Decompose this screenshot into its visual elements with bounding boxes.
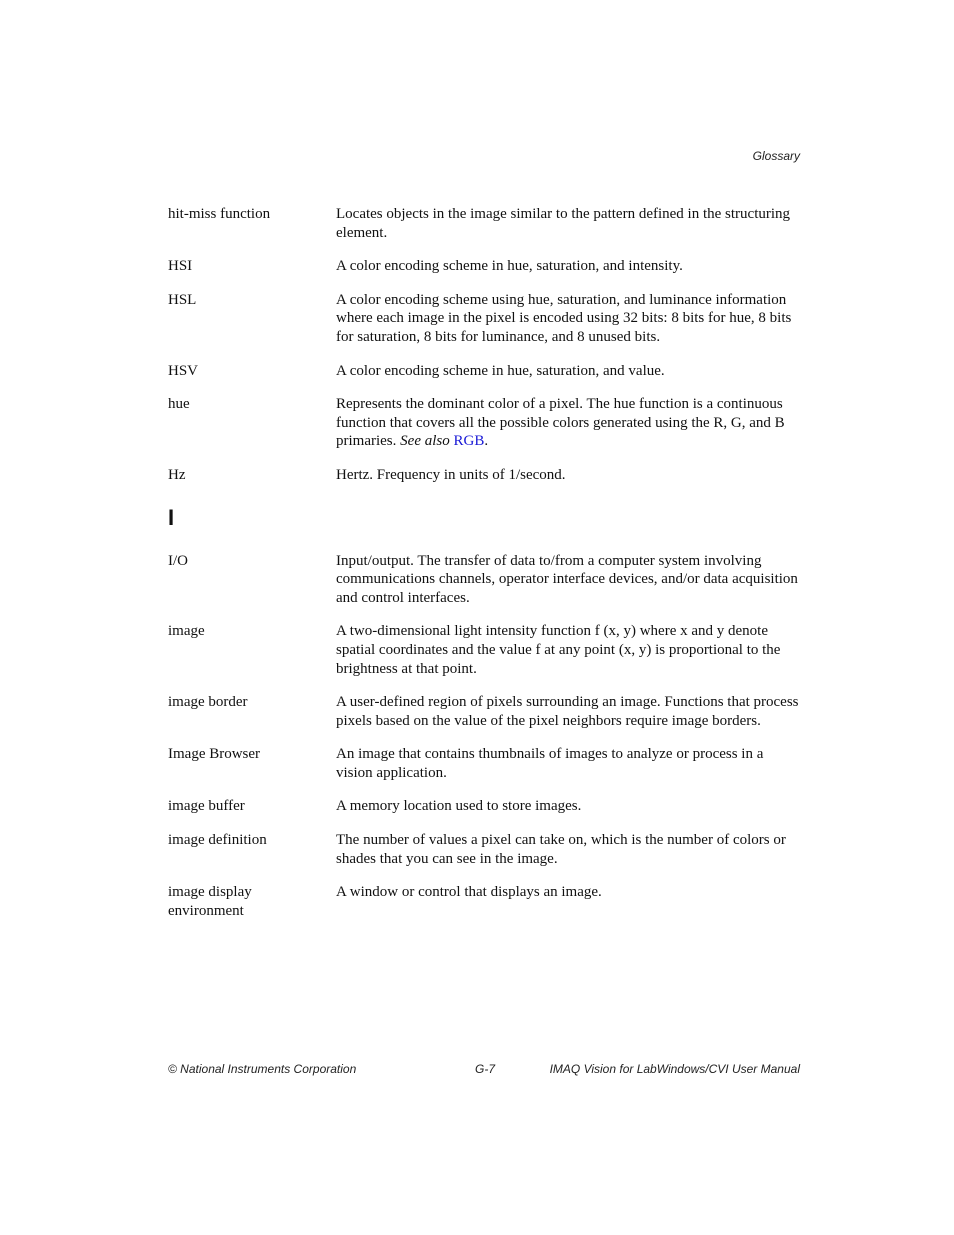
footer-manual-title: IMAQ Vision for LabWindows/CVI User Manual xyxy=(549,1062,800,1076)
glossary-term: image xyxy=(168,623,205,640)
glossary-entry xyxy=(168,362,800,381)
letter-heading: I xyxy=(168,504,175,530)
glossary-term: hue xyxy=(168,396,190,413)
glossary-term: image buffer xyxy=(168,798,245,815)
footer-page-number: G-7 xyxy=(475,1062,496,1076)
glossary-entry xyxy=(168,466,800,485)
glossary-definition: Hertz. Frequency in units of 1/second. xyxy=(336,466,566,483)
glossary-entry xyxy=(168,205,800,242)
glossary-term: HSI xyxy=(168,258,193,275)
glossary-entry xyxy=(168,745,800,782)
glossary-term: HSL xyxy=(168,291,197,308)
glossary-definition xyxy=(336,395,800,451)
glossary-definition: The number of values a pixel can take on, which is the number of colors or shades that you can see in the image. xyxy=(336,832,786,867)
glossary-term: I/O xyxy=(168,552,188,569)
see-also-label: See also xyxy=(400,433,450,450)
glossary-entries xyxy=(168,205,800,935)
glossary-definition: Input/output. The transfer of data to/from a computer system involving communications channels, operator interface devices, and/or data acquisition and control interfaces. xyxy=(336,552,798,606)
glossary-term: image border xyxy=(168,694,248,711)
glossary-term: HSV xyxy=(168,362,199,379)
page-footer xyxy=(168,1062,800,1078)
glossary-entry xyxy=(168,831,800,868)
glossary-definition: A color encoding scheme using hue, saturation, and luminance information where each image in the pixel is encoded using 32 bits: 8 bits for hue, 8 bits for saturation, 8 bits for luminance, and 8 unused bits. xyxy=(336,291,792,345)
glossary-entry xyxy=(168,552,800,608)
glossary-definition: A color encoding scheme in hue, saturation, and intensity. xyxy=(336,258,683,275)
glossary-term: Image Browser xyxy=(168,746,261,763)
glossary-entry xyxy=(168,693,800,730)
glossary-entry xyxy=(168,883,800,920)
glossary-term: Hz xyxy=(168,466,186,483)
glossary-entry xyxy=(168,257,800,276)
glossary-definition: An image that contains thumbnails of images to analyze or process in a vision application. xyxy=(336,746,764,781)
glossary-term: image definition xyxy=(168,832,267,849)
glossary-term: hit-miss function xyxy=(168,206,271,222)
end-punctuation: . xyxy=(484,433,489,450)
glossary-entry xyxy=(168,622,800,678)
glossary-definition: A color encoding scheme in hue, saturation, and value. xyxy=(336,362,665,379)
definition-text: Represents the dominant color of a pixel. The hue function is a continuous function that covers all the possible colors generated using the R, G, and B primaries. xyxy=(336,396,785,450)
running-header: Glossary xyxy=(752,149,800,163)
glossary-definition: A user-defined region of pixels surrounding an image. Functions that process pixels based on the value of the pixel neighbors require image borders. xyxy=(336,694,799,729)
glossary-entry xyxy=(168,797,800,816)
glossary-entry xyxy=(168,395,800,451)
glossary-definition: A memory location used to store images. xyxy=(336,798,582,815)
glossary-definition: Locates objects in the image similar to the pattern defined in the structuring element. xyxy=(336,206,791,241)
glossary-entry xyxy=(168,291,800,347)
rgb-crossref-link[interactable]: RGB xyxy=(453,433,485,450)
glossary-definition: A window or control that displays an image. xyxy=(336,884,602,901)
glossary-term: image display environment xyxy=(168,884,252,919)
glossary-definition: A two-dimensional light intensity function f (x, y) where x and y denote spatial coordinates and the value f at any point (x, y) is proportional to the brightness at that point. xyxy=(336,623,781,677)
footer-copyright: © National Instruments Corporation xyxy=(168,1062,357,1076)
